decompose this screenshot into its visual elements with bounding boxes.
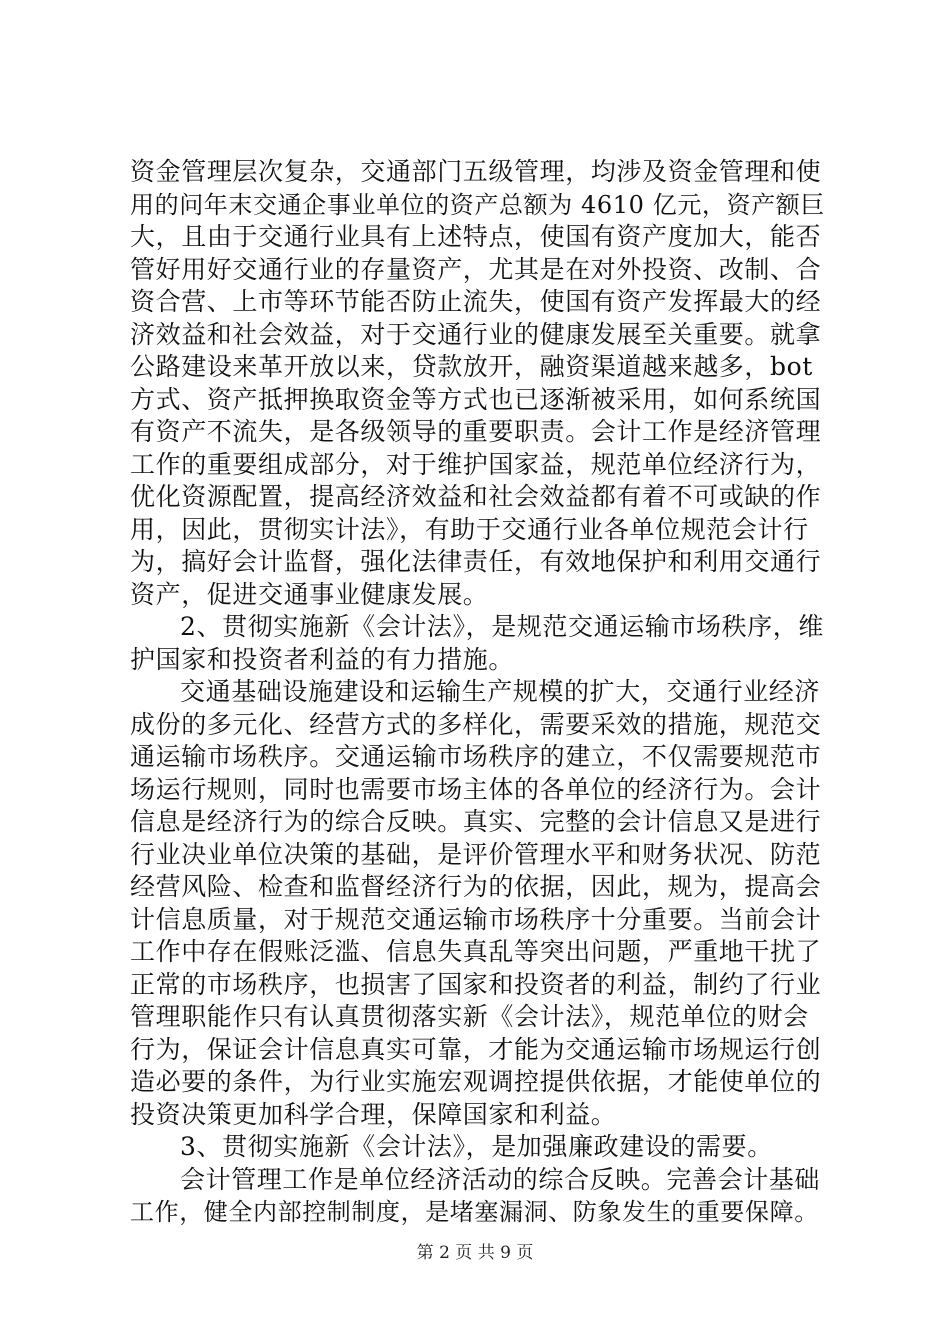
text-line: 公路建设来革开放以来，贷款放开，融资渠道越来越多，bot bbox=[130, 352, 813, 381]
text-line: 造必要的条件，为行业实施宏观调控提供依据，才能使单位的 bbox=[130, 1067, 822, 1096]
text-line: 工作的重要组成部分，对于维护国家益，规范单位经济行为， bbox=[130, 449, 822, 479]
text-line: 资金管理层次复杂，交通部门五级管理，均涉及资金管理和使 bbox=[130, 157, 822, 186]
text-line: 为，搞好会计监督，强化法律责任，有效地保护和利用交通行 bbox=[130, 547, 822, 576]
text-line: 信息是经济行为的综合反映。真实、完整的会计信息又是进行 bbox=[130, 807, 822, 836]
text-line: 资合营、上市等环节能否防止流失，使国有资产发挥最大的经 bbox=[130, 287, 822, 316]
text-line: 用的问年末交通企事业单位的资产总额为 4610 亿元，资产额巨 bbox=[130, 190, 825, 219]
text-line: 经营风险、检查和监督经济行为的依据，因此，规为，提高会 bbox=[130, 872, 822, 901]
text-line: 方式、资产抵押换取资金等方式也已逐渐被采用，如何系统国 bbox=[130, 384, 822, 414]
text-line: 行业决业单位决策的基础，是评价管理水平和财务状况、防范 bbox=[130, 839, 822, 869]
body-text bbox=[130, 156, 830, 1229]
text-line: 护国家和投资者利益的有力措施。 bbox=[130, 644, 515, 674]
text-line: 会计管理工作是单位经济活动的综合反映。完善会计基础 bbox=[180, 1164, 821, 1194]
text-line: 工作，健全内部控制制度，是堵塞漏洞、防象发生的重要保障。 bbox=[130, 1198, 819, 1226]
text-line: 有资产不流失，是各级领导的重要职责。会计工作是经济管理 bbox=[130, 417, 822, 446]
text-line: 计信息质量，对于规范交通运输市场秩序十分重要。当前会计 bbox=[130, 904, 822, 934]
text-line: 资产，促进交通事业健康发展。 bbox=[130, 579, 489, 609]
text-line: 2、贯彻实施新《会计法》，是规范交通运输市场秩序，维 bbox=[180, 612, 825, 641]
text-line: 优化资源配置，提高经济效益和社会效益都有着不可或缺的作 bbox=[130, 482, 822, 511]
text-line: 投资决策更加科学合理，保障国家和利益。 bbox=[130, 1099, 617, 1129]
text-line: 交通基础设施建设和运输生产规模的扩大，交通行业经济 bbox=[180, 677, 821, 706]
text-line: 管理职能作只有认真贯彻落实新《会计法》，规范单位的财会 bbox=[130, 1002, 809, 1031]
text-line: 正常的市场秩序，也损害了国家和投资者的利益，制约了行业 bbox=[130, 969, 822, 999]
text-line: 工作中存在假账泛滥、信息失真乱等突出问题，严重地干扰了 bbox=[130, 937, 822, 966]
text-line: 济效益和社会效益，对于交通行业的健康发展至关重要。就拿 bbox=[130, 319, 822, 349]
text-line: 用，因此，贯彻实计法》，有助于交通行业各单位规范会计行 bbox=[130, 514, 809, 544]
text-line: 成份的多元化、经营方式的多样化，需要采效的措施，规范交 bbox=[130, 709, 822, 739]
text-line: 大，且由于交通行业具有上述特点，使国有资产度加大，能否 bbox=[130, 222, 822, 251]
text-line: 行为，保证会计信息真实可靠，才能为交通运输市场规运行创 bbox=[130, 1034, 822, 1064]
text-line: 通运输市场秩序。交通运输市场秩序的建立，不仅需要规范市 bbox=[130, 742, 822, 771]
text-line: 3、贯彻实施新《会计法》，是加强廉政建设的需要。 bbox=[180, 1132, 773, 1161]
text-line: 场运行规则，同时也需要市场主体的各单位的经济行为。会计 bbox=[130, 774, 822, 804]
page-footer: 第 2 页 共 9 页 bbox=[416, 1243, 534, 1263]
text-line: 管好用好交通行业的存量资产，尤其是在对外投资、改制、合 bbox=[130, 254, 822, 284]
